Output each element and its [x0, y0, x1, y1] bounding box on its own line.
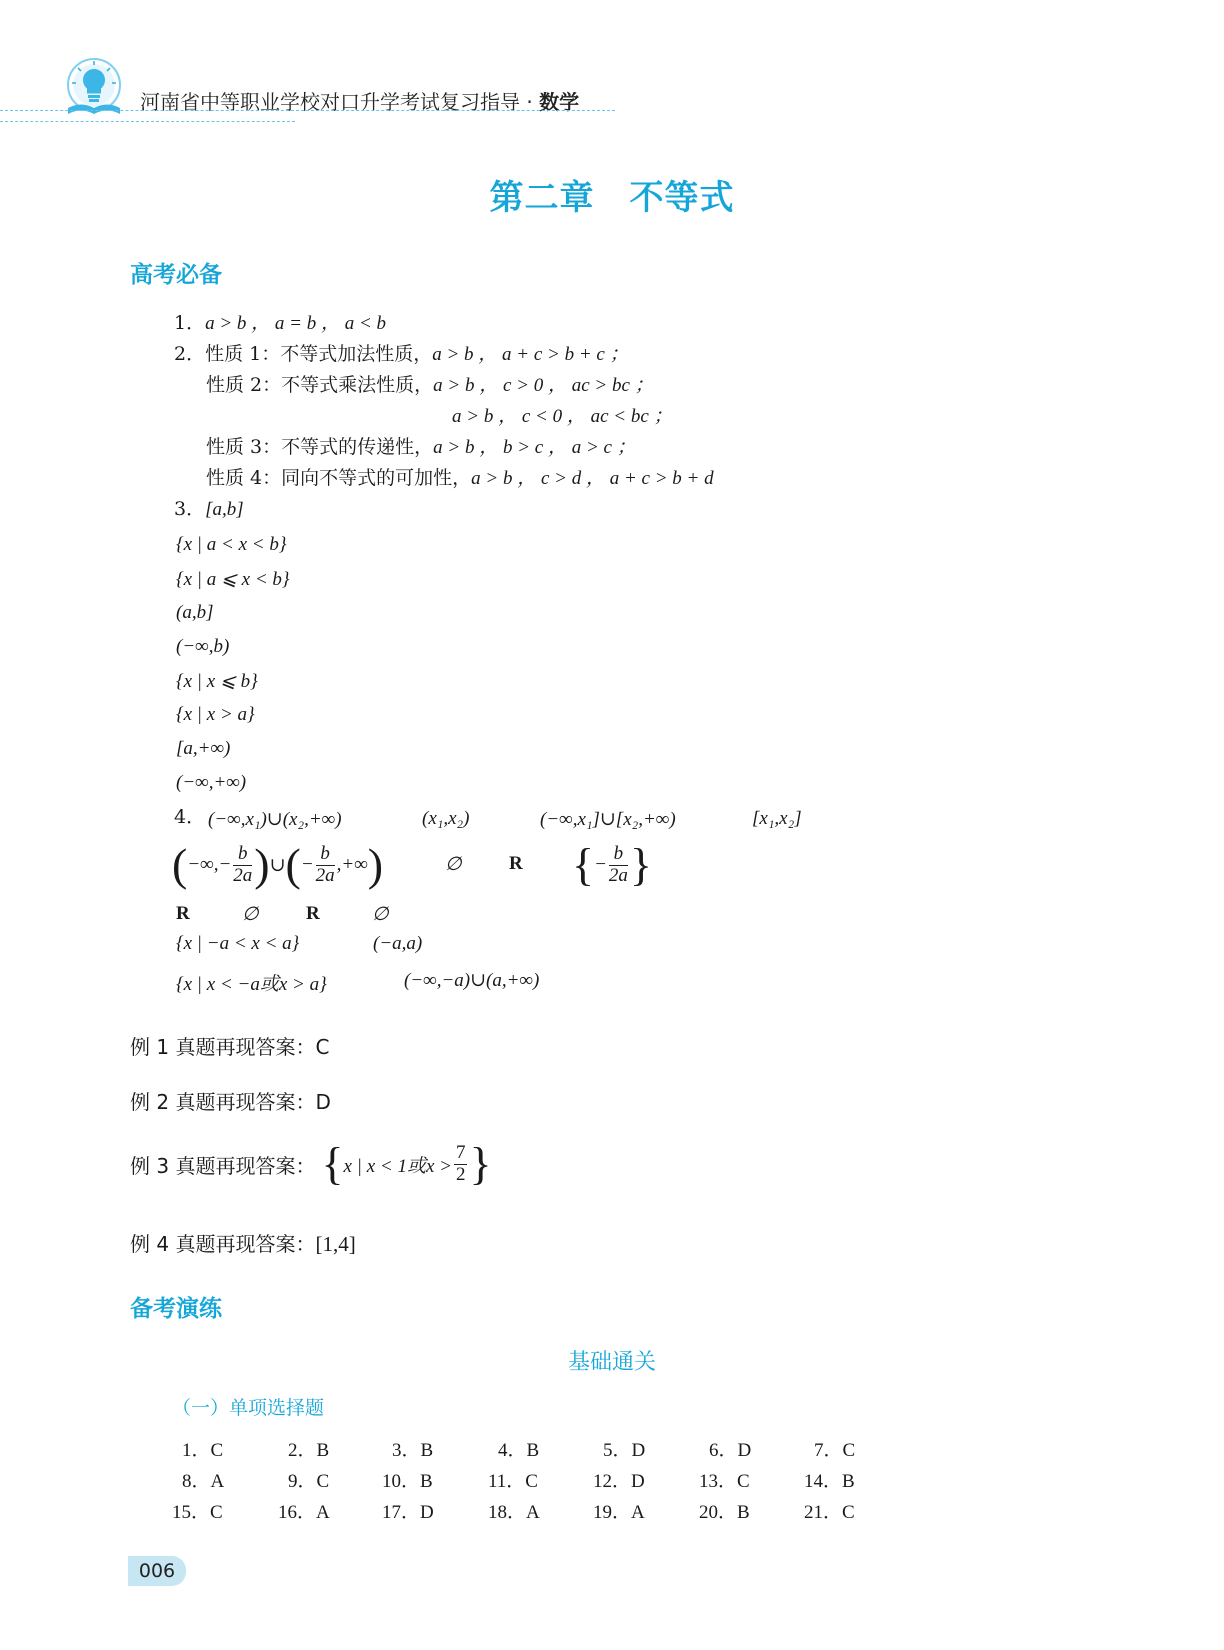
answer-cell: 9．C	[288, 1471, 330, 1492]
example-4-math: [1,4]	[315, 1232, 356, 1256]
property-3-math: a > b ， b > c ， a > c ；	[433, 437, 636, 458]
fraction: $\frac{7}{2}$	[455, 1141, 466, 1185]
item-2-label: 2．性质 1：不等式加法性质，	[174, 343, 433, 365]
example-4-answer	[130, 1228, 356, 1257]
example-4-label: 例 4 真题再现答案：	[130, 1232, 316, 1256]
answer-cell: 13．C	[699, 1471, 750, 1492]
row6-empty2: ∅	[372, 904, 389, 925]
answer-cell: 17．D	[382, 1502, 434, 1523]
property-3-label: 性质 3：不等式的传递性，	[206, 436, 434, 458]
example-2-answer: 例 2 真题再现答案：D	[130, 1090, 331, 1114]
header-divider	[0, 110, 615, 111]
book-title: 河南省中等职业学校对口升学考试复习指导 ·	[140, 90, 540, 114]
item-1-number: 1．	[174, 312, 206, 334]
question-type-label: （一）单项选择题	[172, 1397, 325, 1419]
set-1: {x | a < x < b}	[176, 534, 287, 555]
chapter-title: 第二章 不等式	[489, 178, 735, 218]
answer-cell: 14．B	[804, 1471, 855, 1492]
answer-cell: 7．C	[814, 1440, 856, 1461]
abs-solution-set: {x | −a < x < a}	[176, 933, 300, 954]
set-2: {x | a ⩽ x < b}	[176, 569, 290, 590]
property-4-label: 性质 4：同向不等式的可加性，	[206, 467, 472, 489]
answer-cell: 3．B	[392, 1440, 434, 1461]
row6-R2: R	[306, 903, 320, 924]
section-heading-gaokao: 高考必备	[130, 262, 222, 288]
example-3-math: { x | x < 1或x > $\frac{7}{2}$ }	[321, 1138, 492, 1189]
answer-cell: 2．B	[288, 1440, 330, 1461]
answer-grid	[160, 1435, 880, 1535]
answer-cell: 8．A	[182, 1471, 225, 1492]
abs-solution-interval-2: (−∞,−a)∪(a,+∞)	[404, 970, 540, 991]
item-4-number: 4．	[174, 806, 206, 828]
set-6: {x | x > a}	[176, 704, 255, 725]
property-4-math: a > b ， c > d ， a + c > b + d	[471, 468, 714, 489]
abs-solution-interval: (−a,a)	[373, 933, 423, 954]
set-7: [a,+∞)	[176, 738, 231, 759]
page-number: 006	[128, 1556, 186, 1586]
paren-close: )	[367, 839, 384, 890]
item-3	[174, 500, 244, 519]
answer-cell: 21．C	[804, 1502, 855, 1523]
fraction: $\frac{b}{2a}$	[233, 842, 253, 886]
section-heading-practice: 备考演练	[130, 1296, 222, 1322]
empty-set-symbol: ∅	[445, 854, 462, 875]
answer-cell: 1．C	[182, 1440, 224, 1461]
answer-cell: 15．C	[172, 1502, 223, 1523]
property-4	[206, 469, 714, 488]
item-1	[174, 314, 386, 333]
item-4-c: (−∞,x₁]∪[x₂,+∞)	[540, 809, 676, 830]
item-3-number: 3．	[174, 498, 206, 520]
set-3: (a,b]	[176, 602, 214, 623]
answer-cell: 20．B	[699, 1502, 750, 1523]
item-4	[174, 808, 205, 827]
property-2	[206, 376, 654, 395]
property-2-math: a > b ， c > 0 ， ac > bc ；	[433, 375, 654, 396]
answer-cell: 11．C	[488, 1471, 538, 1492]
example-3-answer	[130, 1136, 492, 1192]
paren-open: (	[172, 839, 188, 890]
fraction: $\frac{b}{2a}$	[315, 842, 335, 886]
item-4-a: (−∞,x₁)∪(x₂,+∞)	[208, 809, 342, 830]
item-2	[174, 345, 629, 364]
answer-cell: 18．A	[488, 1502, 540, 1523]
set-8: (−∞,+∞)	[176, 772, 247, 793]
subsection-title: 基础通关	[567, 1350, 656, 1375]
item-4-frac-set: { − $\frac{b}{2a}$ }	[572, 839, 653, 890]
real-set-symbol: R	[509, 853, 523, 874]
answer-cell: 12．D	[593, 1471, 645, 1492]
answer-cell: 6．D	[709, 1440, 752, 1461]
subject-label: 数学	[539, 90, 580, 114]
fraction: $\frac{b}{2a}$	[608, 842, 628, 886]
item-1-math: a > b ， a = b ， a < b	[205, 313, 387, 334]
answer-cell: 5．D	[603, 1440, 646, 1461]
answer-cell: 19．A	[593, 1502, 645, 1523]
property-2-label: 性质 2：不等式乘法性质，	[206, 374, 434, 396]
example-1-answer: 例 1 真题再现答案：C	[130, 1035, 330, 1059]
answer-cell: 4．B	[498, 1440, 540, 1461]
abs-solution-set-2: {x | x < −a或x > a}	[176, 974, 327, 995]
example-3-label: 例 3 真题再现答案：	[130, 1153, 316, 1178]
row6-R1: R	[176, 903, 190, 924]
property-2b-math: a > b ， c < 0 ， ac < bc ；	[452, 406, 673, 427]
item-2-math: a > b ， a + c > b + c ；	[432, 344, 629, 365]
answer-cell: 16．A	[278, 1502, 330, 1523]
row6-empty1: ∅	[242, 904, 259, 925]
answer-cell: 10．B	[382, 1471, 433, 1492]
item-4-b: (x₁,x₂)	[422, 808, 470, 829]
item-3-math: [a,b]	[205, 499, 244, 520]
item-4-frac-union: ( −∞,− $\frac{b}{2a}$ ) ∪ ( − $\frac{b}{2a}$ ,+∞ )	[172, 839, 384, 890]
property-3	[206, 438, 636, 457]
set-5: {x | x ⩽ b}	[176, 671, 258, 692]
header-divider-short	[0, 121, 295, 122]
property-2b	[452, 407, 673, 426]
item-4-d: [x₁,x₂]	[752, 808, 802, 829]
set-4: (−∞,b)	[176, 636, 230, 657]
